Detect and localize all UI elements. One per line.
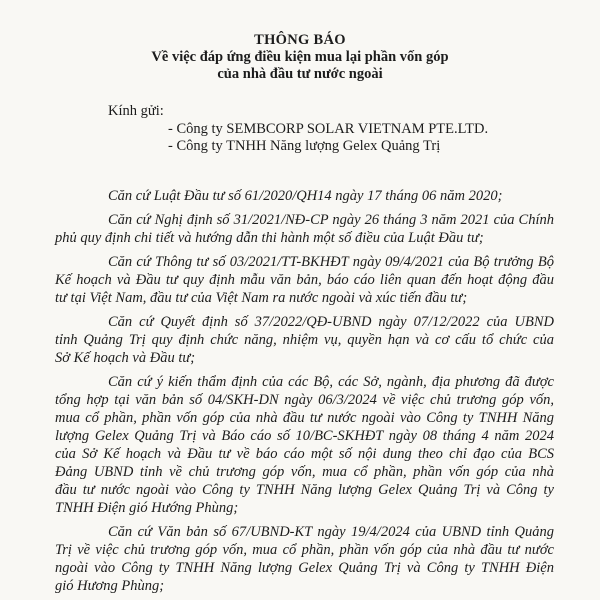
body-line: gió Hương Phùng; bbox=[55, 578, 165, 594]
body-line: Trị về việc chủ trương góp vốn, mua cổ phần, phần vốn góp của nhà đầu tư nước bbox=[55, 542, 554, 558]
recipients-greeting: Kính gửi: bbox=[108, 103, 164, 119]
body-line: Căn cứ Luật Đầu tư số 61/2020/QH14 ngày 17 tháng 06 năm 2020; bbox=[108, 188, 503, 204]
body-line: tỉnh Quảng Trị quy định chức năng, nhiệm vụ, quyền hạn và cơ cấu tổ chức của bbox=[55, 332, 554, 348]
body-line: Căn cứ Thông tư số 03/2021/TT-BKHĐT ngày 09/4/2021 của Bộ trưởng Bộ bbox=[108, 254, 554, 270]
document-subtitle-line-1: Về việc đáp ứng điều kiện mua lại phần vốn góp bbox=[151, 49, 449, 65]
body-line: đầu tư nước ngoài vào Công ty TNHH Năng lượng Gelex Quảng Trị và Công ty bbox=[55, 482, 554, 498]
body-line: ngoài vào Công ty TNHH Năng lượng Gelex Quảng Trị và Công ty TNHH Điện bbox=[55, 560, 554, 576]
recipient-item: - Công ty SEMBCORP SOLAR VIETNAM PTE.LTD. bbox=[168, 121, 489, 137]
body-line: Kế hoạch và Đầu tư quy định mẫu văn bản, báo cáo liên quan đến hoạt động đầu bbox=[55, 272, 554, 288]
body-line: tổng hợp tại văn bản số 04/SKH-DN ngày 06/3/2024 về việc chủ trương góp vốn, bbox=[55, 392, 554, 408]
body-line: của Sở Kế hoạch và Đầu tư về báo cáo một số nội dung theo chỉ đạo của BCS bbox=[55, 446, 554, 462]
body-line: Căn cứ ý kiến thẩm định của các Bộ, các Sở, ngành, địa phương đã được bbox=[108, 374, 554, 390]
recipient-item: - Công ty TNHH Năng lượng Gelex Quảng Trị bbox=[168, 138, 441, 154]
body-line: Đảng UBND tỉnh về chủ trương góp vốn, mua cổ phần, phần vốn góp của nhà bbox=[55, 464, 554, 480]
document-subtitle-line-2: của nhà đầu tư nước ngoài bbox=[217, 66, 383, 82]
document-title: THÔNG BÁO bbox=[254, 32, 346, 48]
body-line: mua cổ phần, phần vốn góp của nhà đầu tư nước ngoài vào Công ty TNHH Năng bbox=[55, 410, 554, 426]
body-line: TNHH Điện gió Hướng Phùng; bbox=[55, 500, 239, 516]
body-line: tư tại Việt Nam, đầu tư của Việt Nam ra nước ngoài và xúc tiến đầu tư; bbox=[55, 290, 468, 306]
body-line: Căn cứ Nghị định số 31/2021/NĐ-CP ngày 26 tháng 3 năm 2021 của Chính bbox=[108, 212, 554, 228]
body-line: lượng Gelex Quảng Trị và Báo cáo số 10/BC-SKHĐT ngày 08 tháng 4 năm 2024 bbox=[55, 428, 554, 444]
body-line: phủ quy định chi tiết và hướng dẫn thi hành một số điều của Luật Đầu tư; bbox=[55, 230, 484, 246]
body-line: Sở Kế hoạch và Đầu tư; bbox=[55, 350, 196, 366]
body-line: Căn cứ Văn bản số 67/UBND-KT ngày 19/4/2024 của UBND tỉnh Quảng bbox=[108, 524, 554, 540]
body-line: Căn cứ Quyết định số 37/2022/QĐ-UBND ngày 07/12/2022 của UBND bbox=[108, 314, 554, 330]
